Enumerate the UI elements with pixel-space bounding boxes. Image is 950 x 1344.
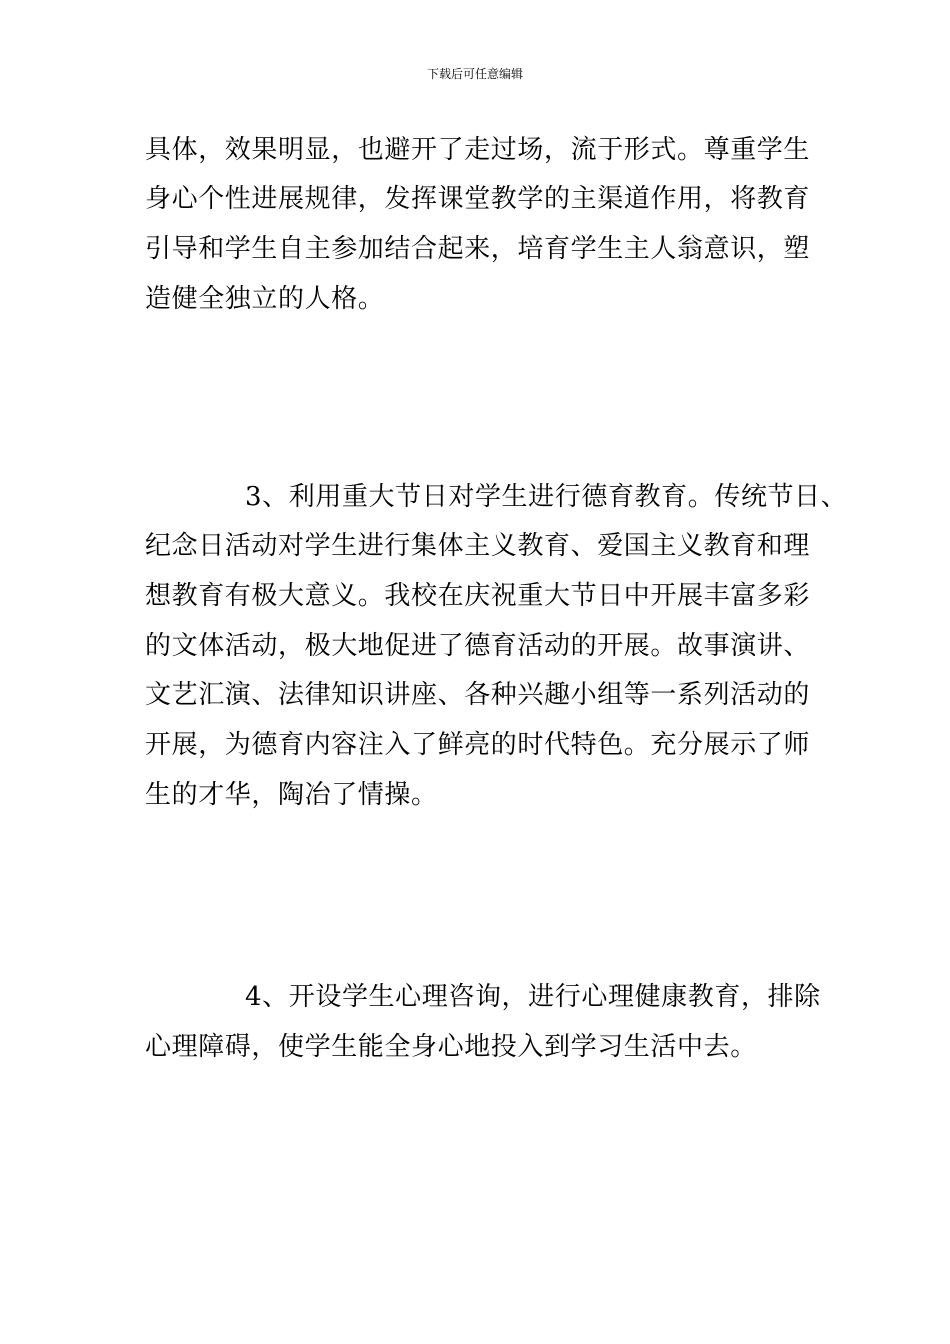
paragraph-line: 纪念日活动对学生进行集体主义教育、爱国主义教育和理: [145, 531, 811, 561]
page-header: 下载后可任意编辑: [426, 67, 523, 81]
paragraph-line: 开展，为德育内容注入了鲜亮的时代特色。充分展示了师: [145, 730, 811, 760]
paragraph-line: 4、开设学生心理咨询，进行心理健康教育，排除: [245, 982, 821, 1012]
paragraph-line: 生的才华，陶冶了情操。: [145, 780, 438, 810]
paragraph-line: 造健全独立的人格。: [145, 284, 385, 314]
paragraph-line: 身心个性进展规律，发挥课堂教学的主渠道作用，将教育: [145, 184, 811, 214]
paragraph-line: 具体，效果明显，也避开了走过场，流于形式。尊重学生: [145, 135, 811, 165]
paragraph-line: 3、利用重大节日对学生进行德育教育。传统节日、: [245, 482, 848, 512]
paragraph-line: 文艺汇演、法律知识讲座、各种兴趣小组等一系列活动的: [145, 680, 811, 710]
paragraph-line: 引导和学生自主参加结合起来，培育学生主人翁意识，塑: [145, 234, 811, 264]
paragraph-line: 心理障碍，使学生能全身心地投入到学习生活中去。: [145, 1032, 757, 1062]
paragraph-line: 想教育有极大意义。我校在庆祝重大节日中开展丰富多彩: [145, 581, 811, 611]
paragraph-line: 的文体活动，极大地促进了德育活动的开展。故事演讲、: [145, 631, 811, 661]
